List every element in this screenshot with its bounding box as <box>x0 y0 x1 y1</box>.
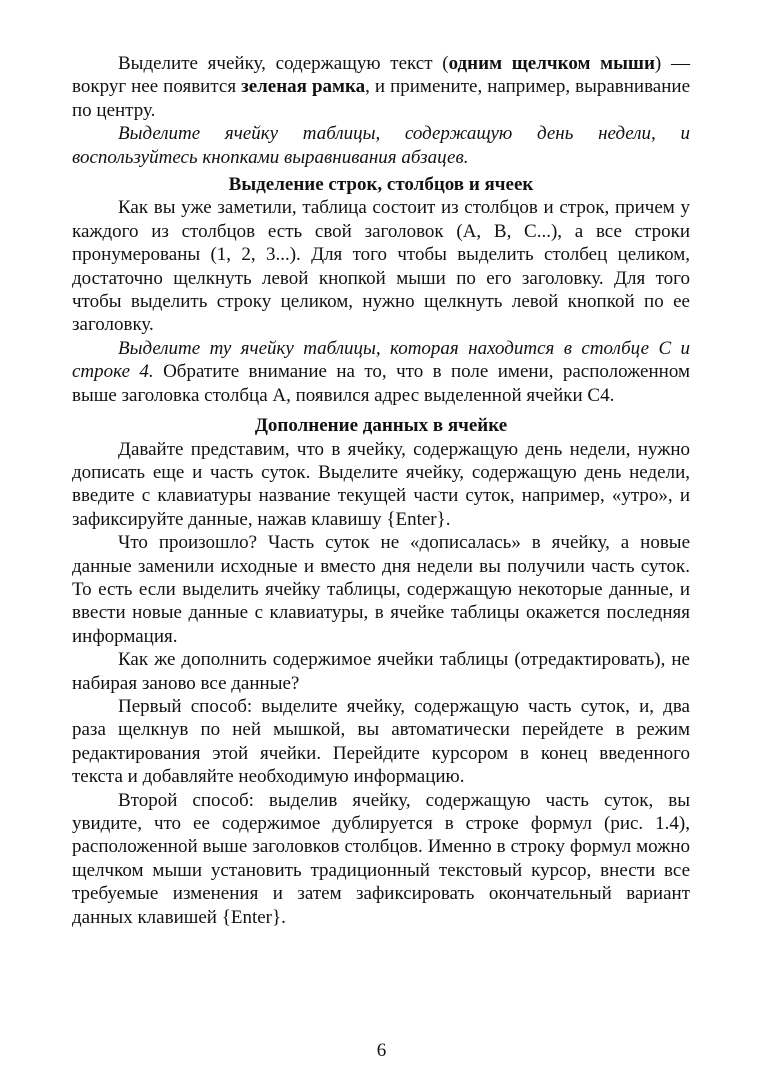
paragraph-first-method: Первый способ: выделите ячейку, содержащую часть суток, и, два раза щелкнув по ней мышкой, вы автоматически перейдете в режим редактирования этой ячейки. Перейдите курсором в конец введенного текста и добавляйте необходимую информацию. <box>72 695 690 788</box>
paragraph-instruction-align: Выделите ячейку таблицы, содержащую день недели, и воспользуйтесь кнопками выравнивания абзацев. <box>72 123 690 168</box>
section-heading-selecting: Выделение строк, столбцов и ячеек <box>228 174 534 196</box>
text-run: ) — вокруг нее появится <box>72 53 691 98</box>
paragraph-select-cell <box>72 52 690 122</box>
page-number: 6 <box>376 1040 387 1061</box>
bold-one-click: одним щелчком мыши <box>448 53 655 74</box>
page-body <box>72 52 690 929</box>
text-run: Обратите внимание на то, что в поле имени, расположенном выше заголовка столбца А, появился адрес выделенной ячейки С4. <box>72 361 690 406</box>
paragraph-second-method: Второй способ: выделив ячейку, содержащую часть суток, вы увидите, что ее содержимое дублируется в строке формул (рис. 1.4), расположенной выше заголовков столбцов. Именно в строку формул можно щелчком мыши установить традиционный текстовый курсор, внести все требуемые изменения и затем зафиксировать окончательный вариант данных клавишей {Enter}. <box>72 789 690 928</box>
text-run: , и примените, например, выравнивание по центру. <box>72 76 691 121</box>
paragraph-what-happened: Что произошло? Часть суток не «дописалась» в ячейку, а новые данные заменили исходные и вместо дня недели вы получили часть суток. То есть если выделить ячейку таблицы, содержащую некоторые данные, и ввести новые данные с клавиатуры, в ячейке таблицы окажется последняя информация. <box>72 532 690 647</box>
italic-instruction: Выделите ту ячейку таблицы, которая находится в столбце С и строке 4. <box>72 337 690 383</box>
bold-green-frame: зеленая рамка <box>241 76 366 98</box>
paragraph-rows-columns: Как вы уже заметили, таблица состоит из столбцов и строк, причем у каждого из столбцов есть свой заголовок (A, B, C...), а все строки пронумерованы (1, 2, 3...). Для того чтобы выделить столбец целиком, достаточно щелкнуть левой кнопкой мыши по его заголовку. Для того чтобы выделить строку целиком, нужно щелкнуть левой кнопкой по ее заголовку. <box>72 197 690 336</box>
section-heading-adding-data: Дополнение данных в ячейке <box>254 415 508 437</box>
paragraph-imagine: Давайте представим, что в ячейку, содержащую день недели, нужно дописать еще и часть суток. Выделите ячейку, содержащую день недели, введите с клавиатуры название текущей части суток, например, «утро», и зафиксируйте данные, нажав клавишу {Enter}. <box>72 438 690 530</box>
paragraph-select-c4 <box>72 337 690 407</box>
text-run: Выделите ячейку, содержащую текст ( <box>118 53 449 74</box>
paragraph-how-to-edit: Как же дополнить содержимое ячейки таблицы (отредактировать), не набирая заново все данные? <box>72 649 690 694</box>
